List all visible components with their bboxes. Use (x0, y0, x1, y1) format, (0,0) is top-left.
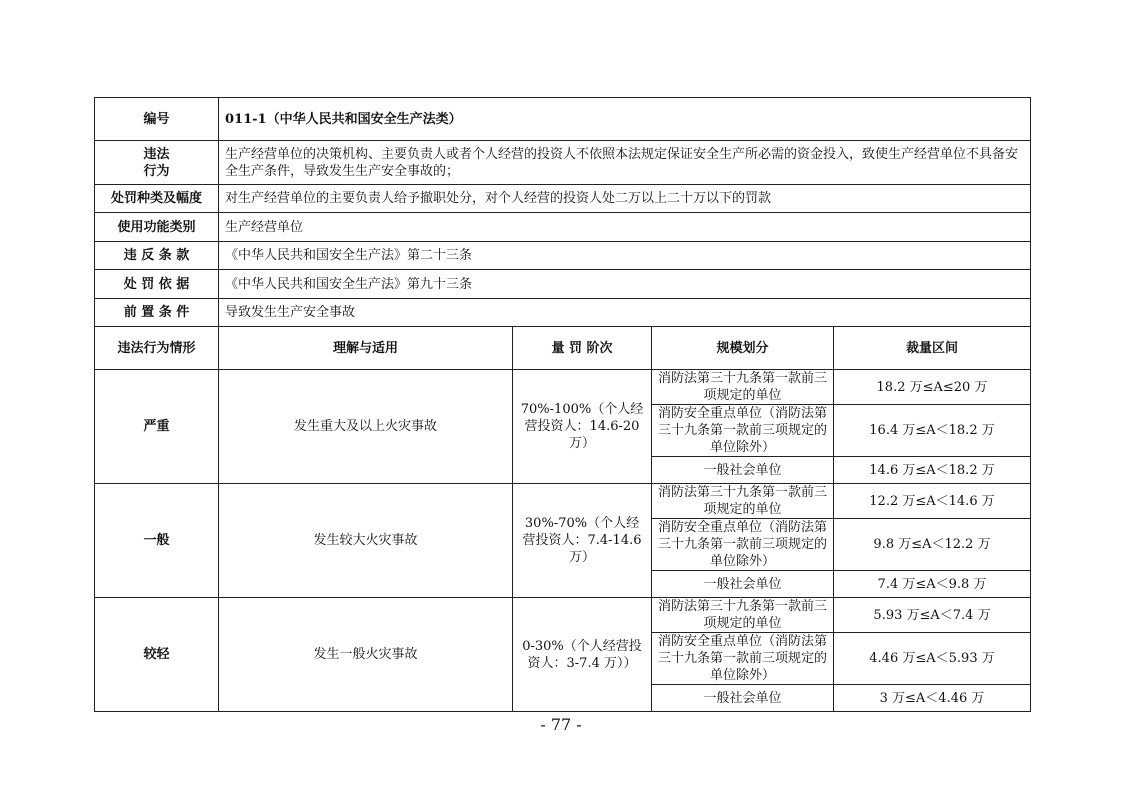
understanding-general: 发生较大火灾事故 (219, 484, 513, 598)
punishment-text: 对生产经营单位的主要负责人给予撤职处分，对个人经营的投资人处二万以上二十万以下的罚款 (219, 185, 1031, 213)
violated-clause-text: 《中华人民共和国安全生产法》第二十三条 (219, 242, 1031, 270)
range-cell: 7.4 万≤A＜9.8 万 (834, 571, 1031, 598)
penalty-general: 30%-70%（个人经营投资人：7.4-14.6 万） (513, 484, 652, 598)
table-row (95, 598, 1031, 633)
basis-row (95, 270, 1031, 299)
scale-cell: 消防安全重点单位（消防法第三十九条第一款前三项规定的单位除外） (652, 405, 834, 457)
column-header-row (95, 327, 1031, 370)
precondition-label: 前 置 条 件 (95, 299, 219, 327)
severity-serious: 严重 (95, 370, 219, 484)
violation-text: 生产经营单位的决策机构、主要负责人或者个人经营的投资人不依照本法规定保证安全生产所必需的资金投入，致使生产经营单位不具备安全生产条件，导致发生生产安全事故的； (219, 141, 1031, 185)
page-number: - 77 - (540, 715, 582, 734)
violation-label-line2: 行为 (143, 163, 170, 179)
table-row (95, 370, 1031, 405)
violated-clause-label: 违 反 条 款 (95, 242, 219, 270)
number-row (95, 98, 1031, 141)
violation-row (95, 141, 1031, 185)
range-cell: 16.4 万≤A＜18.2 万 (834, 405, 1031, 457)
col-header-situation: 违法行为情形 (95, 327, 219, 370)
punishment-row (95, 185, 1031, 213)
severity-minor: 较轻 (95, 598, 219, 712)
range-cell: 14.6 万≤A＜18.2 万 (834, 457, 1031, 484)
range-cell: 3 万≤A＜4.46 万 (834, 685, 1031, 712)
col-header-scale: 规模划分 (652, 327, 834, 370)
scale-cell: 一般社会单位 (652, 457, 834, 484)
scale-cell: 一般社会单位 (652, 685, 834, 712)
scale-cell: 消防安全重点单位（消防法第三十九条第一款前三项规定的单位除外） (652, 633, 834, 685)
range-cell: 4.46 万≤A＜5.93 万 (834, 633, 1031, 685)
scale-cell: 消防法第三十九条第一款前三项规定的单位 (652, 484, 834, 519)
col-header-range: 裁量区间 (834, 327, 1031, 370)
violation-label (95, 141, 219, 185)
range-cell: 18.2 万≤A≤20 万 (834, 370, 1031, 405)
severity-general: 一般 (95, 484, 219, 598)
range-cell: 12.2 万≤A＜14.6 万 (834, 484, 1031, 519)
category-row (95, 213, 1031, 242)
number-label: 编号 (95, 98, 219, 141)
understanding-serious: 发生重大及以上火灾事故 (219, 370, 513, 484)
category-label: 使用功能类别 (95, 213, 219, 242)
table-row (95, 484, 1031, 519)
basis-label: 处 罚 依 据 (95, 270, 219, 299)
penalty-serious: 70%-100%（个人经营投资人：14.6-20万） (513, 370, 652, 484)
col-header-penalty: 量 罚 阶次 (513, 327, 652, 370)
precondition-text: 导致发生生产安全事故 (219, 299, 1031, 327)
understanding-minor: 发生一般火灾事故 (219, 598, 513, 712)
violation-label-line1: 违法 (143, 146, 170, 162)
scale-cell: 消防安全重点单位（消防法第三十九条第一款前三项规定的单位除外） (652, 519, 834, 571)
punishment-label: 处罚种类及幅度 (95, 185, 219, 213)
precondition-row (95, 299, 1031, 327)
range-cell: 5.93 万≤A＜7.4 万 (834, 598, 1031, 633)
basis-text: 《中华人民共和国安全生产法》第九十三条 (219, 270, 1031, 299)
penalty-table (94, 97, 1031, 712)
scale-cell: 消防法第三十九条第一款前三项规定的单位 (652, 370, 834, 405)
penalty-minor: 0-30%（个人经营投资人：3-7.4 万）） (513, 598, 652, 712)
scale-cell: 一般社会单位 (652, 571, 834, 598)
range-cell: 9.8 万≤A＜12.2 万 (834, 519, 1031, 571)
violated-clause-row (95, 242, 1031, 270)
scale-cell: 消防法第三十九条第一款前三项规定的单位 (652, 598, 834, 633)
category-text: 生产经营单位 (219, 213, 1031, 242)
number-value: 011-1（中华人民共和国安全生产法类） (219, 98, 1031, 141)
col-header-understanding: 理解与适用 (219, 327, 513, 370)
